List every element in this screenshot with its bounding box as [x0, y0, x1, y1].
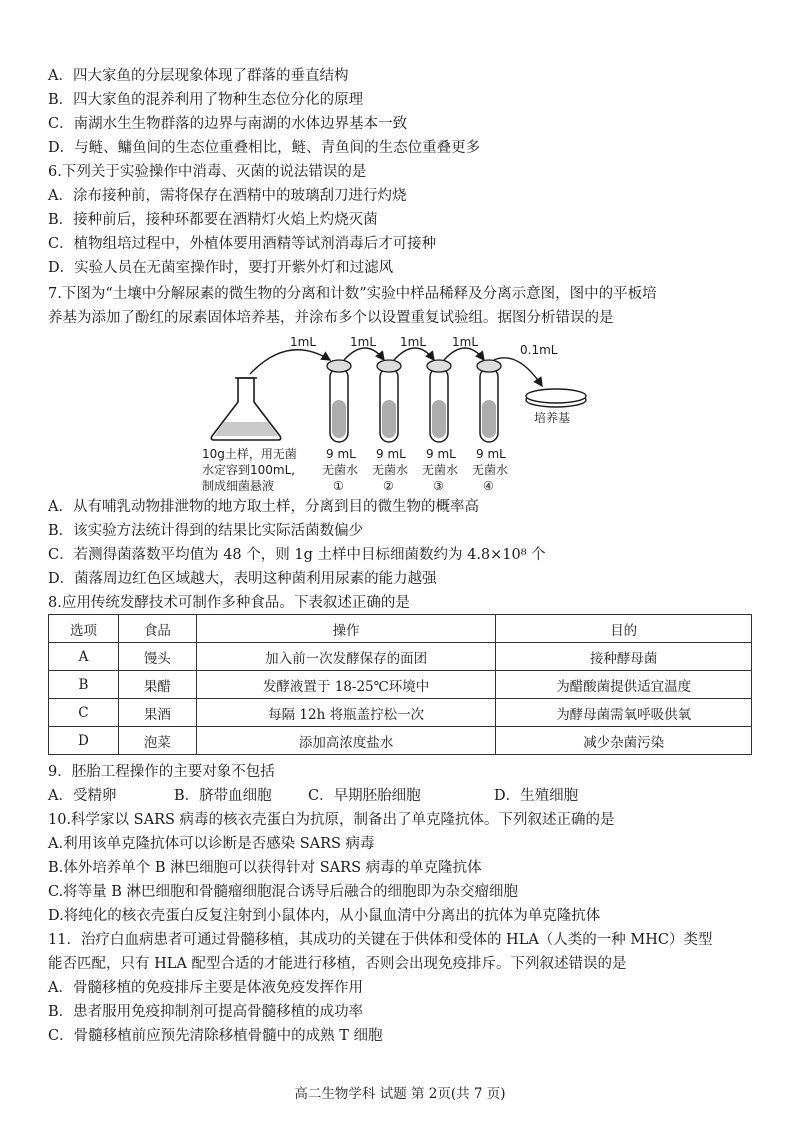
test-tube-4-icon: [477, 360, 501, 442]
q6-option-c: C．植物组培过程中，外植体要用酒精等试剂消毒后才可接种: [48, 236, 437, 252]
tube-1-volume: 9 mL: [326, 447, 356, 461]
plate-label: 培养基: [534, 411, 571, 425]
q6-option-a: A．涂布接种前，需将保存在酒精中的玻璃刮刀进行灼烧: [48, 188, 407, 204]
transfer-arrow-4: [444, 348, 484, 360]
table-cell: 馒头: [118, 643, 196, 671]
table-cell: 加入前一次发酵保存的面团: [196, 643, 496, 671]
tube-1-number: ①: [333, 479, 344, 493]
test-tube-3-icon: [427, 360, 451, 442]
transfer-label-4: 1mL: [452, 335, 479, 349]
tube-2-number: ②: [383, 479, 394, 493]
q7-option-a: A．从有哺乳动物排泄物的地方取土样，分离到目的微生物的概率高: [48, 499, 479, 515]
table-cell: 泡菜: [118, 727, 196, 755]
table-row: [49, 727, 752, 755]
q9-option-a: A．受精卵: [48, 788, 117, 804]
tube-4-label: 无菌水: [472, 463, 509, 477]
petri-dish-icon: [526, 389, 586, 407]
q6-stem: 6.下列关于实验操作中消毒、灭菌的说法错误的是: [48, 164, 367, 180]
table-row: [49, 699, 752, 727]
table-cell: 减少杂菌污染: [496, 727, 752, 755]
q10-option-b: B.体外培养单个 B 淋巴细胞可以获得针对 SARS 病毒的单克隆抗体: [48, 860, 482, 876]
table-cell: 接种酵母菌: [496, 643, 752, 671]
q6-option-d: D．实验人员在无菌室操作时，要打开紫外灯和过滤风: [48, 260, 394, 276]
q11-stem-line2: 能否匹配，只有 HLA 配型合适的才能进行移植，否则会出现免疫排斥。下列叙述错误的是: [48, 956, 627, 972]
page-footer: 高二生物学科 试题 第 2页(共 7 页): [294, 1086, 506, 1102]
table-cell: A: [49, 643, 119, 671]
q7-option-d: D．菌落周边红色区域越大，表明这种菌利用尿素的能力越强: [48, 571, 437, 587]
tube-1-label: 无菌水: [322, 463, 359, 477]
q7-option-c: C．若测得菌落数平均值为 48 个，则 1g 土样中目标细菌数约为 4.8×10⁸ 个: [48, 547, 546, 563]
table-cell: B: [49, 671, 119, 699]
transfer-arrow-1: [250, 350, 330, 374]
q5-option-d: D．与鲢、鳙鱼间的生态位重叠相比，鲢、青鱼间的生态位重叠更多: [48, 140, 481, 156]
q9-option-c: C．早期胚胎细胞: [308, 788, 421, 804]
tube-4-volume: 9 mL: [476, 447, 506, 461]
transfer-label-3: 1mL: [400, 335, 427, 349]
tube-3-volume: 9 mL: [426, 447, 456, 461]
q11-option-a: A．骨髓移植的免疫排斥主要是体液免疫发挥作用: [48, 980, 363, 996]
transfer-label-1: 1mL: [290, 335, 317, 349]
transfer-arrow-3: [394, 348, 434, 360]
transfer-label-2: 1mL: [350, 335, 377, 349]
q6-option-b: B．接种前后，接种环都要在酒精灯火焰上灼烧灭菌: [48, 212, 378, 228]
q11-option-b: B．患者服用免疫抑制剂可提高骨髓移植的成功率: [48, 1004, 364, 1020]
q11-stem-line1: 11．治疗白血病患者可通过骨髓移植，其成功的关键在于供体和受体的 HLA（人类的一种 MHC）类型: [48, 932, 713, 948]
table-cell: 添加高浓度盐水: [196, 727, 496, 755]
table-header-operation: 操作: [196, 615, 496, 643]
q5-option-b: B．四大家鱼的混养利用了物种生态位分化的原理: [48, 92, 364, 108]
table-cell: C: [49, 699, 119, 727]
q9-option-b: B．脐带血细胞: [174, 788, 272, 804]
tube-3-label: 无菌水: [422, 463, 459, 477]
q11-option-c: C．骨髓移植前应预先清除移植骨髓中的成熟 T 细胞: [48, 1028, 383, 1044]
tube-3-number: ③: [433, 479, 444, 493]
table-cell: 为醋酸菌提供适宜温度: [496, 671, 752, 699]
flask-label-line2: 水定容到100mL,: [202, 463, 296, 477]
q7-stem-line2: 养基为添加了酚红的尿素固体培养基，并涂布多个以设置重复试验组。据图分析错误的是: [48, 310, 614, 326]
q9-options: [48, 786, 748, 806]
q7-stem-line1: 7.下图为“土壤中分解尿素的微生物的分离和计数”实验中样品稀释及分离示意图，图中的平板培: [48, 286, 657, 302]
table-cell: 果酒: [118, 699, 196, 727]
tube-2-label: 无菌水: [372, 463, 409, 477]
tube-4-number: ④: [483, 479, 494, 493]
erlenmeyer-flask-icon: [211, 378, 280, 440]
q7-option-b: B．该实验方法统计得到的结果比实际活菌数偏少: [48, 523, 364, 539]
table-header-food: 食品: [118, 615, 196, 643]
table-cell: D: [49, 727, 119, 755]
table-header-row: [49, 615, 752, 643]
table-cell: 果醋: [118, 671, 196, 699]
tube-2-volume: 9 mL: [376, 447, 406, 461]
transfer-label-5: 0.1mL: [520, 343, 558, 357]
test-tube-1-icon: [327, 360, 351, 442]
table-header-option: 选项: [49, 615, 119, 643]
q10-stem: 10.科学家以 SARS 病毒的核衣壳蛋白为抗原，制备出了单克隆抗体。下列叙述正确的是: [48, 812, 615, 828]
q5-option-c: C．南湖水生生物群落的边界与南湖的水体边界基本一致: [48, 116, 408, 132]
table-cell: 为酵母菌需氧呼吸供氧: [496, 699, 752, 727]
test-tube-2-icon: [377, 360, 401, 442]
q9-option-d: D．生殖细胞: [494, 788, 579, 804]
transfer-arrow-5: [494, 358, 542, 386]
q8-stem: 8.应用传统发酵技术可制作多种食品。下表叙述正确的是: [48, 595, 410, 611]
table-cell: 发酵液置于 18-25℃环境中: [196, 671, 496, 699]
table-header-purpose: 目的: [496, 615, 752, 643]
dilution-diagram: [198, 330, 598, 495]
transfer-arrow-2: [344, 348, 384, 360]
table-row: [49, 671, 752, 699]
q9-stem: 9．胚胎工程操作的主要对象不包括: [48, 764, 275, 780]
q8-table: [48, 614, 752, 755]
q5-option-a: A．四大家鱼的分层现象体现了群落的垂直结构: [48, 68, 349, 84]
q10-option-d: D.将纯化的核衣壳蛋白反复注射到小鼠体内，从小鼠血清中分离出的抗体为单克隆抗体: [48, 908, 601, 924]
table-cell: 每隔 12h 将瓶盖拧松一次: [196, 699, 496, 727]
flask-label-line3: 制成细菌悬液: [202, 479, 275, 493]
flask-label-line1: 10g土样，用无菌: [202, 447, 297, 461]
q10-option-c: C.将等量 B 淋巴细胞和骨髓瘤细胞混合诱导后融合的细胞即为杂交瘤细胞: [48, 884, 519, 900]
q10-option-a: A.利用该单克隆抗体可以诊断是否感染 SARS 病毒: [48, 836, 375, 852]
table-row: [49, 643, 752, 671]
